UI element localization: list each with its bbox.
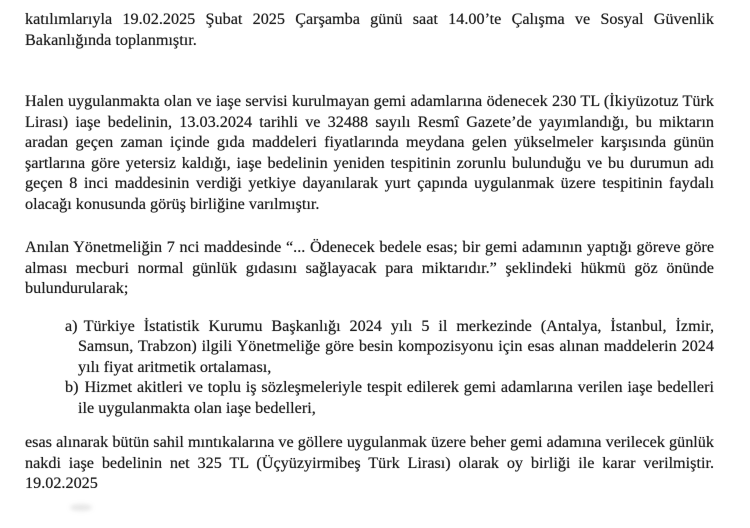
paragraph-meeting-opening: katılımlarıyla 19.02.2025 Şubat 2025 Çarşamba günü saat 14.00’te Çalışma ve Sosyal Güvenlik Bakanlığında toplanmıştır.: [25, 10, 714, 49]
list-item-b-text: Hizmet akitleri ve toplu iş sözleşmeleriyle tespit edilerek gemi adamlarına verilen iaşe bedelleri ile uygulanmakta olan iaşe bedelleri,: [78, 378, 714, 417]
document-text-block: [25, 9, 714, 494]
list-marker-b: b): [65, 378, 79, 396]
criteria-list: [25, 316, 714, 419]
scan-smudge-artifact: [70, 504, 92, 511]
paragraph-current-allowance: Halen uygulanmakta olan ve iaşe servisi kurulmayan gemi adamlarına ödenecek 230 TL (İkiyüzotuz Türk Lirası) iaşe bedelinin, 13.03.2024 tarihli ve 32488 sayılı Resmî Gazete’de yayımlandığı, bu miktarın aradan geçen zaman içinde gıda maddeleri fiyatlarında meydana gelen yükselmeler karşısında günün şartlarına göre yetersiz kaldığı, iaşe bedelinin yeniden tespitinin zorunlu bulunduğu ve bu durumun adı geçen 8 inci maddesinin verdiği yetkiye dayanılarak yurt çapında uygulanmak üzere tespitinin faydalı olacağı konusunda görüş birliğine varılmıştır.: [25, 92, 714, 213]
paragraph-regulation-provision: Anılan Yönetmeliğin 7 nci maddesinde “... Ödenecek bedele esas; bir gemi adamının yaptığı göreve göre alması mecburi normal günlük gıdasını sağlayacak para miktarıdır.” şeklindeki hükmü göz önünde bulundurularak;: [25, 238, 714, 297]
paragraph-decision: esas alınarak bütün sahil mıntıkalarına ve göllere uygulanmak üzere beher gemi adamına verilecek günlük nakdi iaşe bedelinin net 325 TL (Üçyüzyirmibeş Türk Lirası) olarak oy birliği ile karar verilmiştir. 19.02.2025: [25, 433, 714, 492]
list-item-a-text: Türkiye İstatistik Kurumu Başkanlığı 2024 yılı 5 il merkezinde (Antalya, İstanbul, İzmir, Samsun, Trabzon) ilgili Yönetmeliğe göre besin kompozisyonu için esas alınan maddelerin 2024 yılı fiyat aritmetik ortalaması,: [78, 316, 714, 376]
list-item-a: [25, 316, 714, 378]
list-marker-a: a): [65, 316, 78, 335]
list-item-b: [25, 377, 714, 418]
